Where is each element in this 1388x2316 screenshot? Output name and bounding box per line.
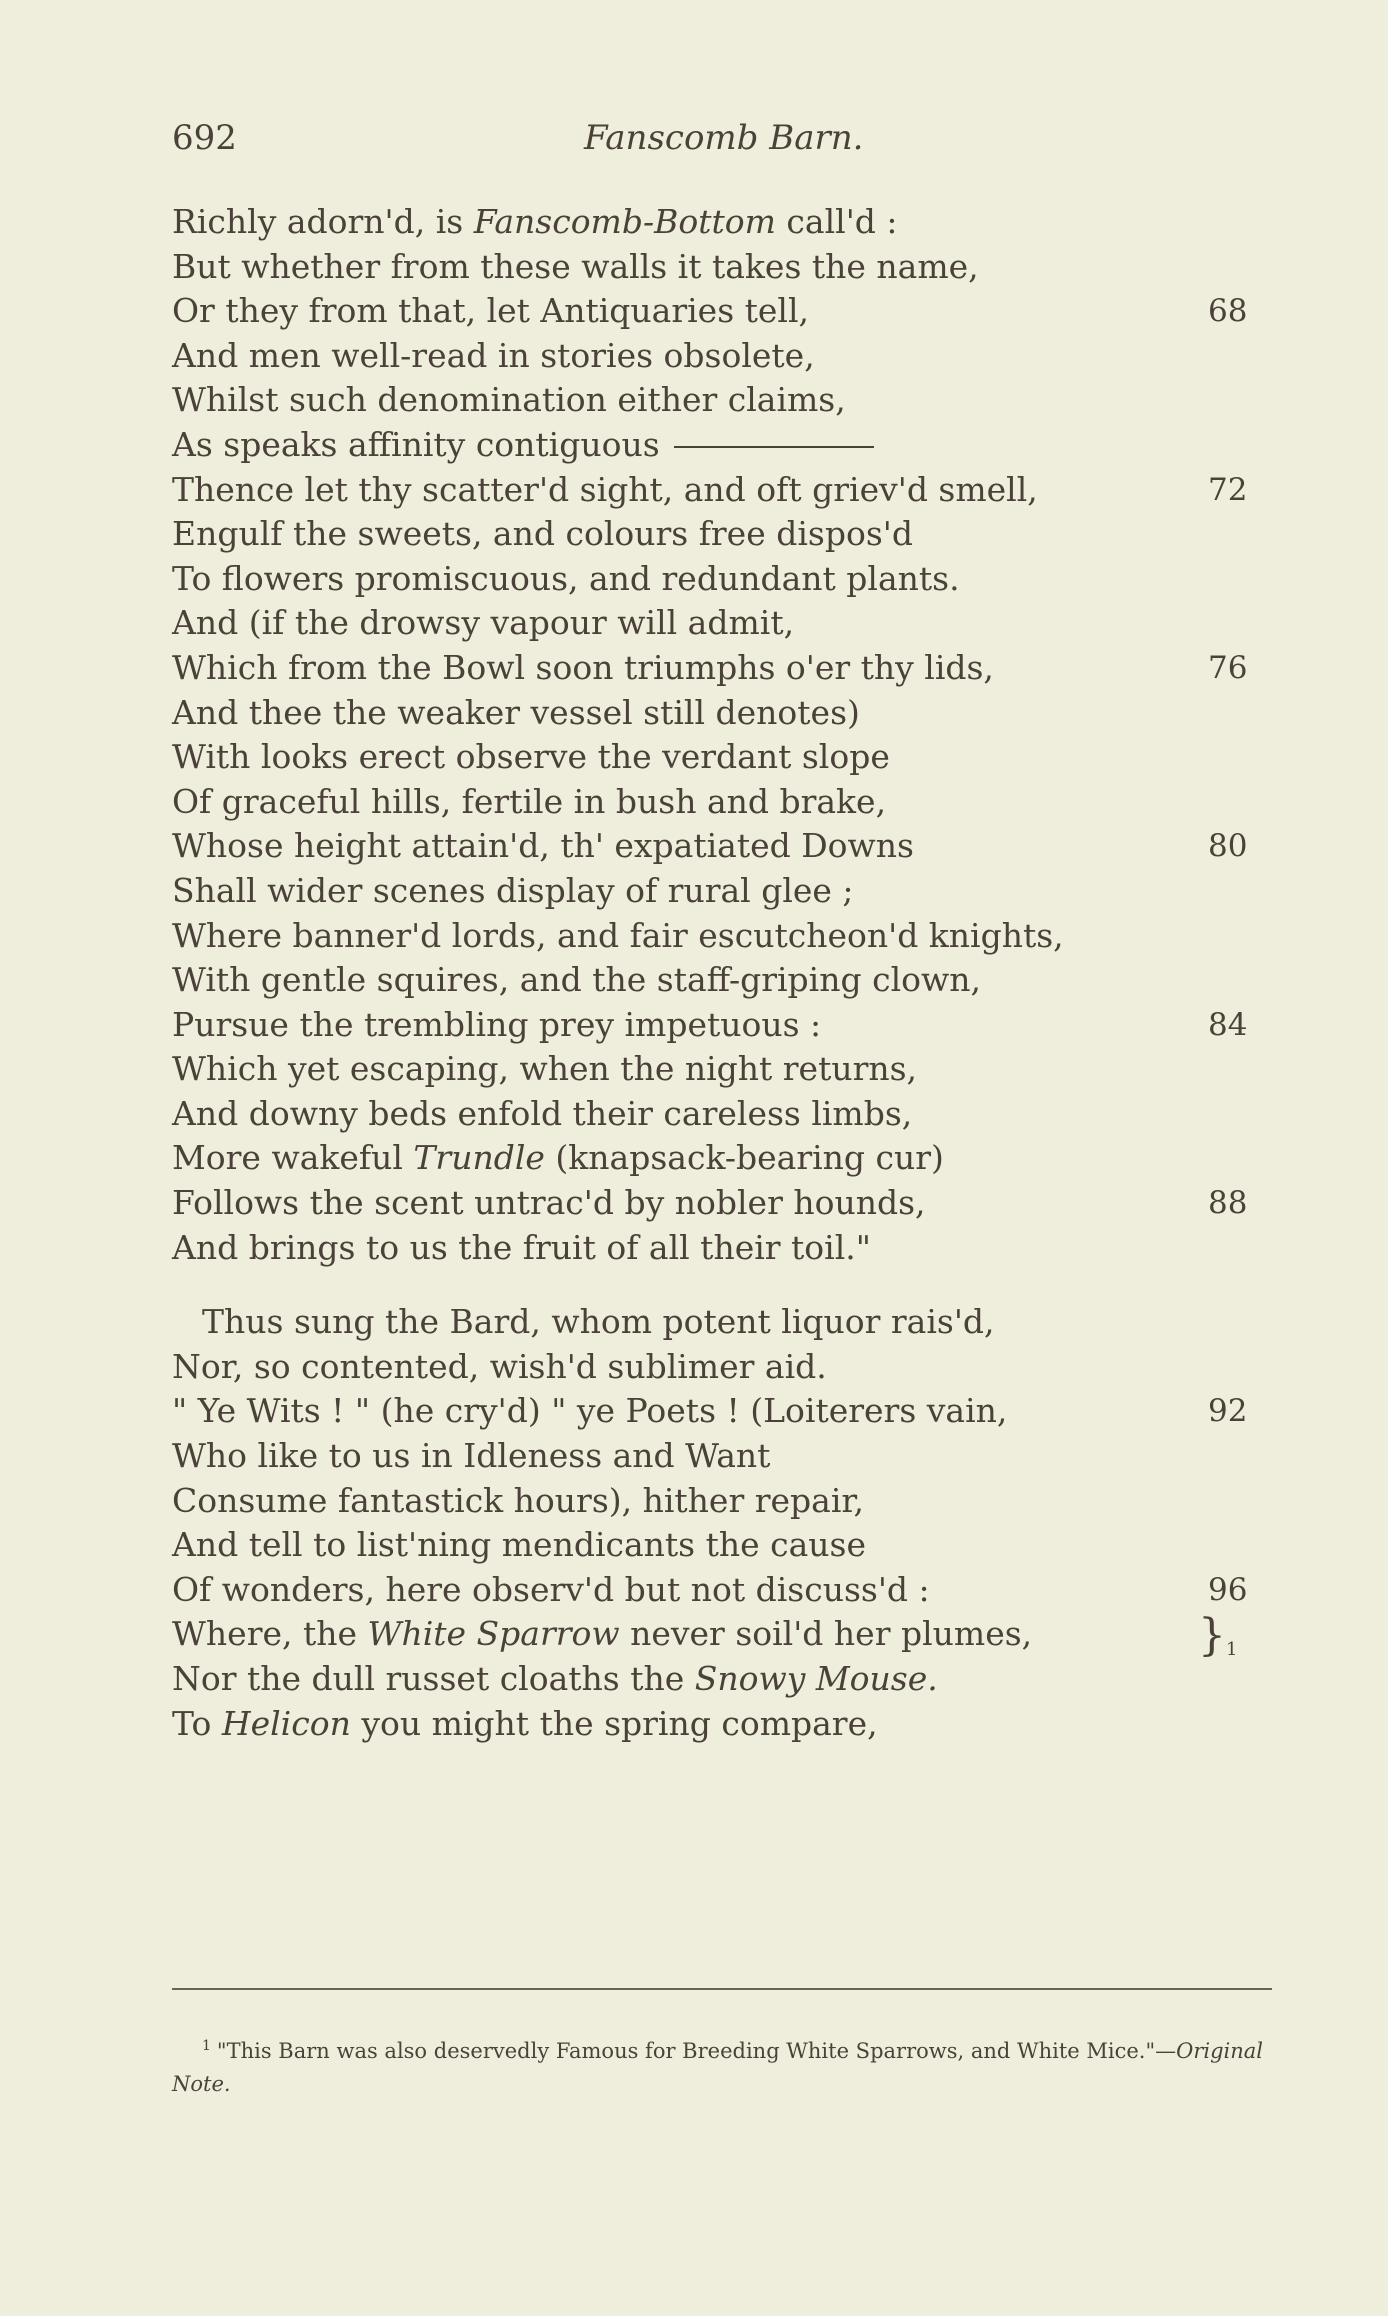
poem-line <box>172 1345 1272 1390</box>
line-text <box>172 378 846 423</box>
line-segment: Engulf the sweets, and colours free dispos'd <box>172 514 913 554</box>
line-text <box>172 1389 1007 1434</box>
poem-line <box>172 334 1272 379</box>
poem-line <box>172 245 1272 290</box>
line-segment: Follows the scent untrac'd by nobler hounds, <box>172 1183 926 1223</box>
line-segment: And downy beds enfold their careless limbs, <box>172 1093 913 1133</box>
line-number: 68 <box>1208 293 1248 330</box>
poem-line <box>172 914 1272 959</box>
footnote <box>172 2030 1282 2101</box>
poem-line <box>172 1610 1272 1662</box>
poem-line <box>172 1389 1272 1434</box>
line-segment: And brings to us the fruit of all their toil." <box>172 1227 871 1267</box>
line-text <box>172 824 914 869</box>
line-text <box>172 200 898 245</box>
italic-phrase: White Sparrow <box>367 1614 620 1654</box>
line-text <box>172 1047 917 1092</box>
poem-line <box>172 1434 1272 1479</box>
poem-line <box>172 1523 1272 1568</box>
page-number: 692 <box>172 118 237 158</box>
line-text <box>172 245 979 290</box>
line-segment: Of wonders, here observ'd but not discuss'd : <box>172 1569 930 1609</box>
line-segment: Of graceful hills, fertile in bush and brake, <box>172 781 887 821</box>
italic-phrase: Snowy Mouse. <box>694 1659 938 1698</box>
footnote-rule <box>172 1988 1272 1990</box>
poem-line <box>172 1136 1272 1181</box>
italic-phrase: Fanscomb-Bottom <box>473 202 776 241</box>
poem-line <box>172 512 1272 557</box>
line-segment: Whose height attain'd, th' expatiated Downs <box>172 826 914 866</box>
line-text <box>172 289 809 334</box>
italic-phrase: Helicon <box>221 1703 351 1743</box>
line-segment: And men well-read in stories obsolete, <box>172 335 815 375</box>
line-number: 96 <box>1208 1571 1248 1608</box>
footnote-reference: 1 <box>1226 1639 1238 1661</box>
line-text <box>172 423 874 468</box>
line-text <box>172 1657 938 1702</box>
poem-line <box>172 824 1272 869</box>
line-number: 88 <box>1208 1185 1248 1222</box>
line-segment: Pursue the trembling prey impetuous : <box>172 1004 822 1044</box>
line-segment: Where, the <box>172 1614 368 1654</box>
poem <box>172 200 1272 1746</box>
poem-line <box>172 468 1272 513</box>
line-segment: To flowers promiscuous, and redundant plants. <box>172 558 960 598</box>
poem-line <box>172 1226 1272 1271</box>
running-title: Fanscomb Barn. <box>584 118 864 158</box>
line-text <box>172 914 1064 959</box>
line-number: 72 <box>1208 471 1248 508</box>
line-segment: Thence let thy scatter'd sight, and oft griev'd smell, <box>172 469 1038 509</box>
line-text <box>172 512 913 557</box>
poem-line <box>172 289 1272 334</box>
line-text <box>172 1523 866 1568</box>
line-segment: call'd : <box>775 202 898 241</box>
line-segment: Nor, so contented, wish'd sublimer aid. <box>172 1346 827 1386</box>
line-segment: you might the spring compare, <box>350 1703 878 1743</box>
line-text <box>172 468 1038 513</box>
line-segment: Which from the Bowl soon triumphs o'er thy lids, <box>172 647 994 687</box>
line-segment: And thee the weaker vessel still denotes) <box>172 692 860 732</box>
line-text <box>172 1092 912 1137</box>
line-segment: With gentle squires, and the staff-griping clown, <box>172 960 981 1000</box>
poem-line <box>172 1092 1272 1137</box>
line-text <box>172 1226 871 1271</box>
poem-line <box>172 1702 1272 1747</box>
line-text <box>172 1003 821 1048</box>
line-number: 84 <box>1208 1006 1248 1043</box>
line-segment: Where banner'd lords, and fair escutcheon'd knights, <box>172 915 1064 955</box>
line-number: 92 <box>1208 1393 1248 1430</box>
line-segment: To <box>172 1703 222 1743</box>
line-text <box>172 780 886 825</box>
line-segment: And (if the drowsy vapour will admit, <box>172 603 795 643</box>
line-segment: Or they from that, let Antiquaries tell, <box>172 291 810 331</box>
poem-line <box>172 869 1272 914</box>
line-number: 80 <box>1208 828 1248 865</box>
line-segment: Shall wider scenes display of rural glee ; <box>172 870 854 910</box>
poem-line <box>172 646 1272 691</box>
poem-line <box>172 780 1272 825</box>
line-text <box>172 869 854 914</box>
poem-line <box>172 601 1272 646</box>
poem-line <box>172 1047 1272 1092</box>
footnote-brace: } <box>1198 1610 1226 1662</box>
poem-line <box>172 735 1272 780</box>
footnote-text: "This Barn was also deservedly Famous for Breeding White Sparrows, and White Mice."— <box>216 2039 1177 2063</box>
line-text <box>172 1612 1032 1657</box>
poem-line <box>172 423 1272 468</box>
line-text <box>172 1479 864 1524</box>
line-text <box>172 1434 770 1479</box>
line-segment: never soil'd her plumes, <box>619 1614 1033 1654</box>
poem-line <box>172 1479 1272 1524</box>
line-text <box>172 735 890 780</box>
poem-line <box>172 1181 1272 1226</box>
line-segment: Nor the dull russet cloaths the <box>172 1659 695 1698</box>
line-text <box>202 1300 995 1345</box>
poem-line <box>172 691 1272 736</box>
line-segment: With looks erect observe the verdant slope <box>172 737 890 777</box>
line-segment: And tell to list'ning mendicants the cause <box>172 1525 867 1565</box>
line-number: 76 <box>1208 649 1248 686</box>
line-segment: As speaks affinity contiguous <box>172 424 660 464</box>
line-text <box>172 691 860 736</box>
poem-line <box>172 1657 1272 1702</box>
line-segment: Consume fantastick hours), hither repair, <box>172 1480 865 1520</box>
line-text <box>172 1345 827 1390</box>
line-segment: " Ye Wits ! " (he cry'd) " ye Poets ! (Loiterers vain, <box>172 1391 1008 1431</box>
line-segment: (knapsack-bearing cur) <box>544 1138 944 1178</box>
poem-line <box>172 1568 1272 1613</box>
line-segment: Which yet escaping, when the night returns, <box>172 1049 918 1089</box>
line-text <box>172 646 994 691</box>
poem-line <box>172 378 1272 423</box>
line-text <box>172 958 981 1003</box>
line-segment: Whilst such denomination either claims, <box>172 380 846 420</box>
poem-line <box>172 200 1272 245</box>
line-segment: Thus sung the Bard, whom potent liquor rais'd, <box>202 1302 995 1342</box>
line-text <box>172 1136 944 1181</box>
stanza-gap <box>172 1270 1272 1300</box>
line-segment: Who like to us in Idleness and Want <box>172 1436 771 1476</box>
line-segment: But whether from these walls it takes the name, <box>172 246 979 286</box>
poem-line <box>172 958 1272 1003</box>
em-dash-rule <box>674 446 874 448</box>
line-text <box>172 601 794 646</box>
poem-line <box>172 1300 1272 1345</box>
line-text <box>172 1568 930 1613</box>
line-text <box>172 334 815 379</box>
line-text <box>172 1181 926 1226</box>
poem-line <box>172 557 1272 602</box>
line-segment: More wakeful <box>172 1138 414 1178</box>
footnote-source: Original Note. <box>172 2039 1264 2096</box>
footnote-mark: 1 <box>202 2038 211 2054</box>
line-text <box>172 557 960 602</box>
poem-line <box>172 1003 1272 1048</box>
page-header <box>172 118 1272 168</box>
italic-phrase: Trundle <box>413 1138 545 1178</box>
line-text <box>172 1702 878 1747</box>
line-segment: Richly adorn'd, is <box>172 202 474 241</box>
